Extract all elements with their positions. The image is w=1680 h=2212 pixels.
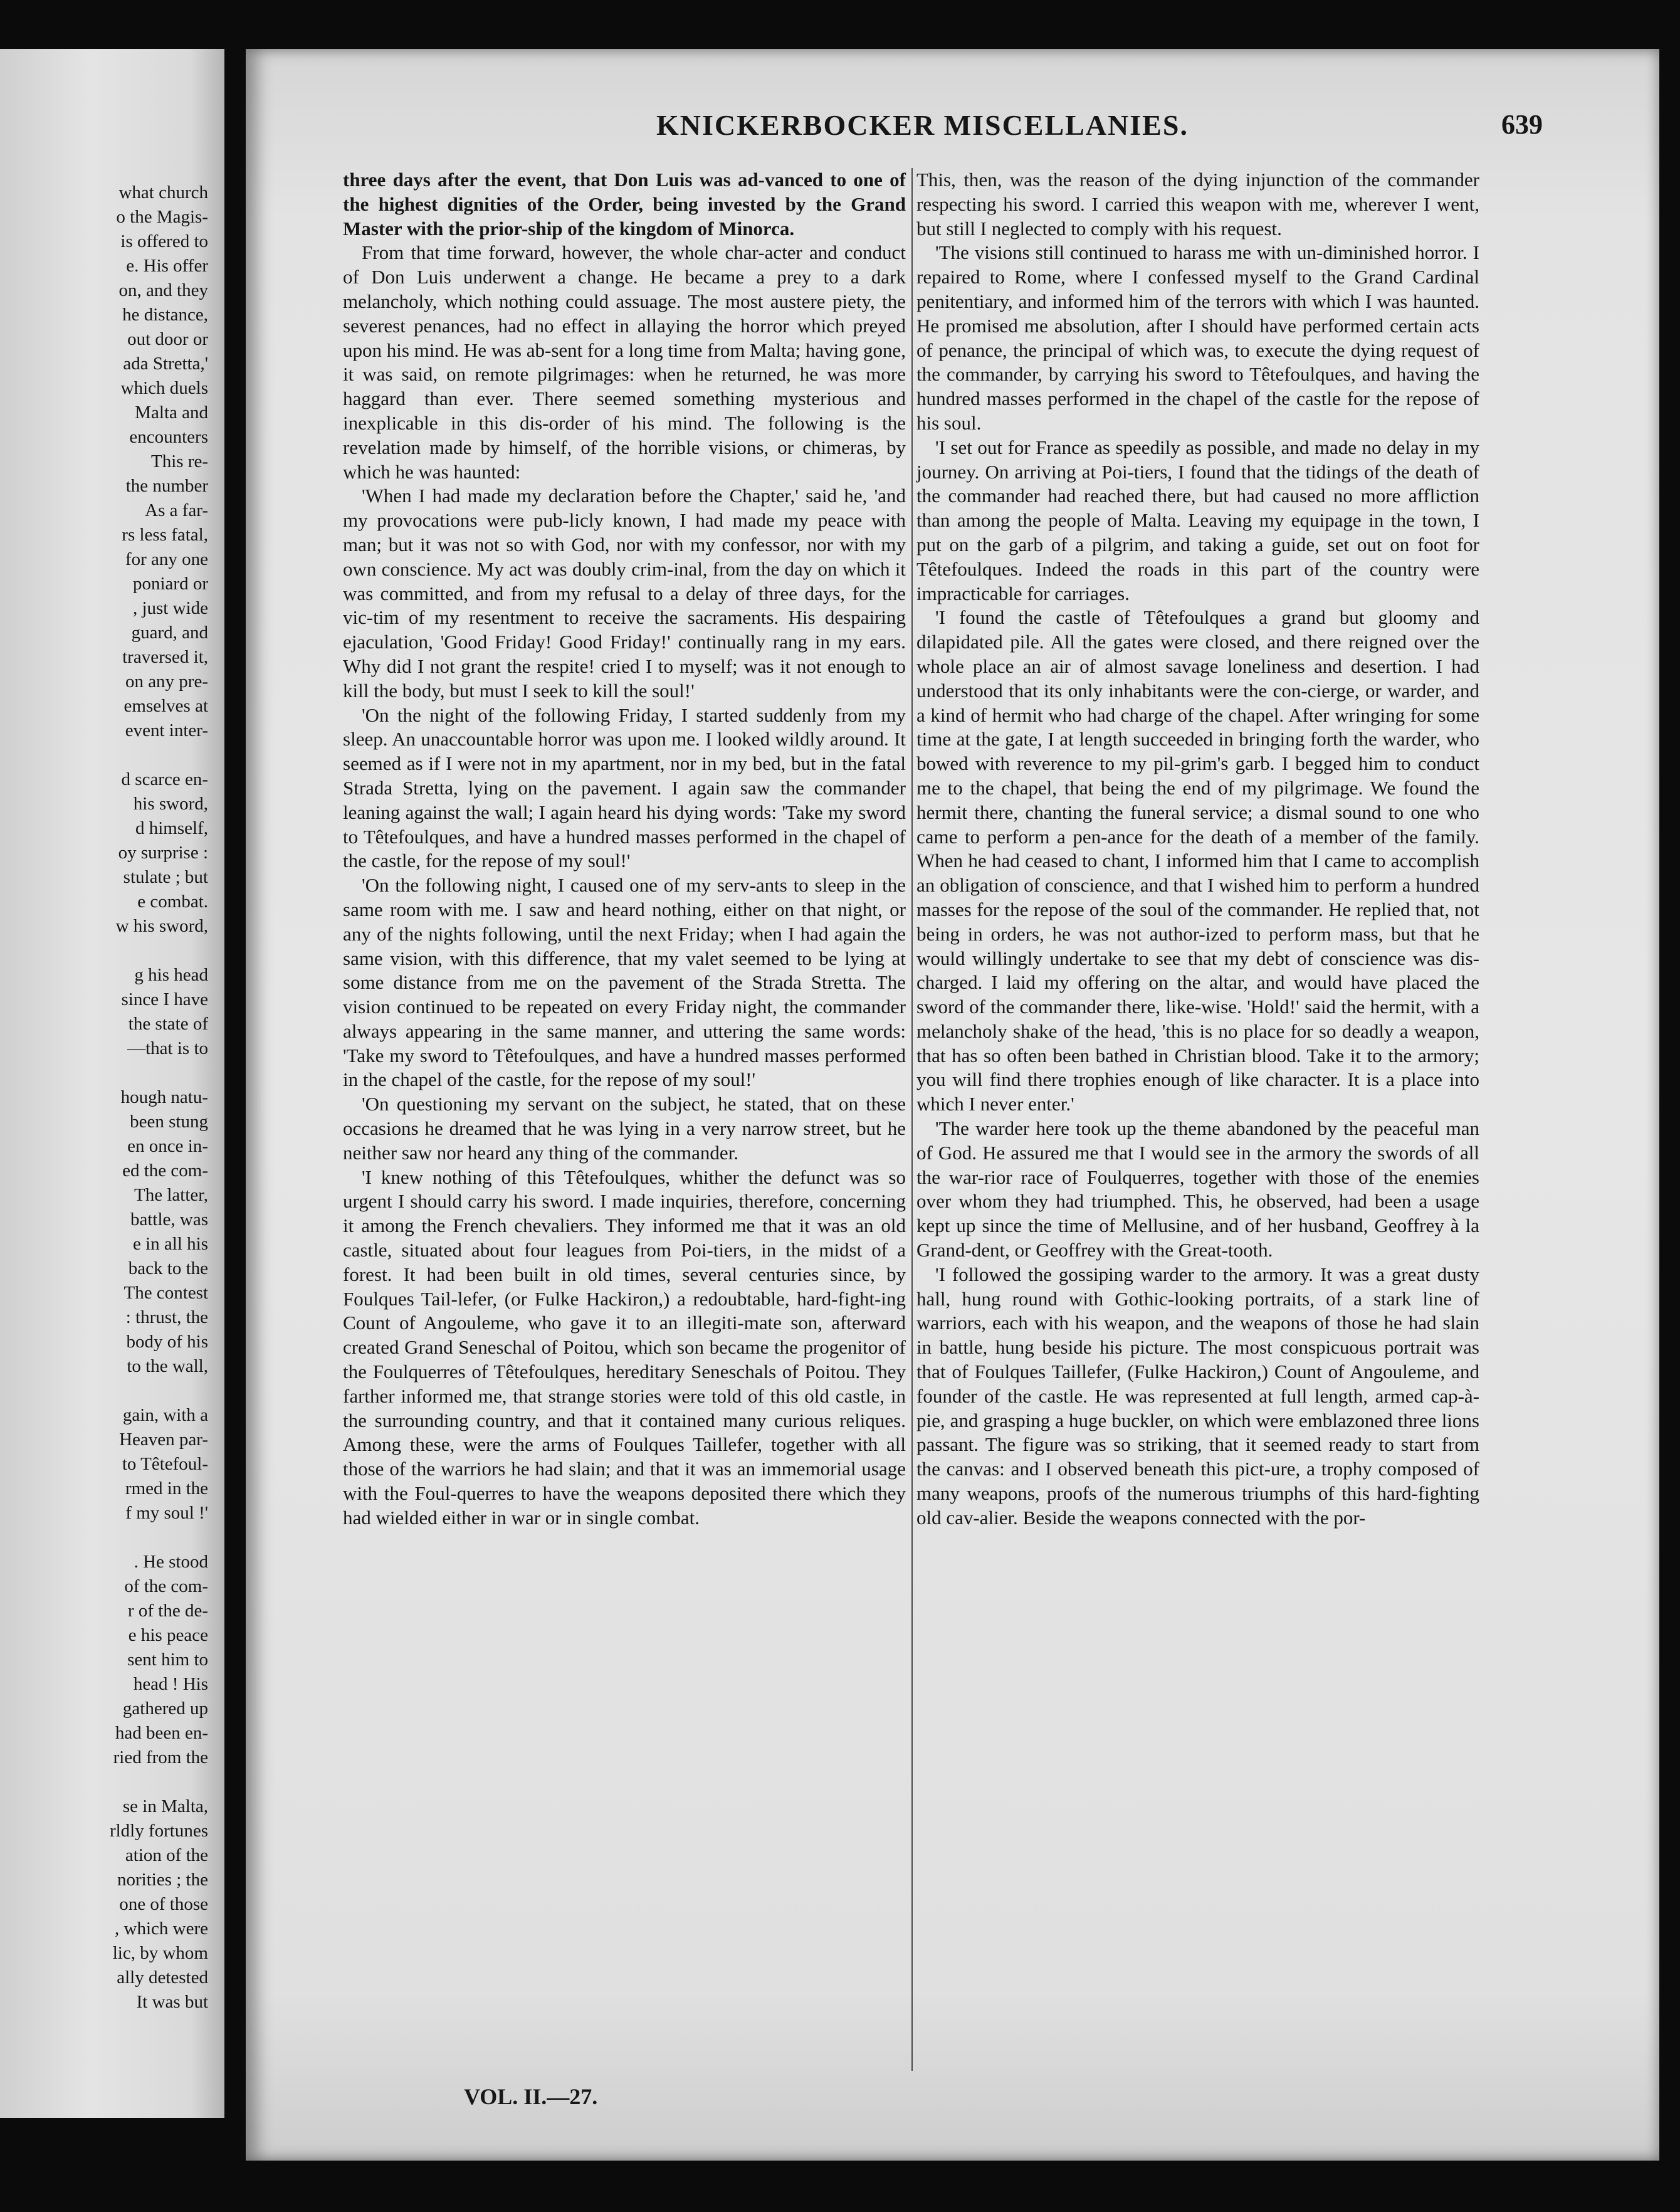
fragment-line — [0, 1061, 208, 1085]
facing-page-fragment — [0, 49, 224, 2118]
fragment-line: rldly fortunes — [109, 1821, 208, 1841]
fragment-line: his sword, — [133, 794, 208, 814]
fragment-line: gathered up — [122, 1698, 208, 1719]
fragment-line: to Têtefoul- — [122, 1454, 208, 1474]
fragment-line: poniard or — [133, 574, 208, 594]
fragment-line: It was but — [136, 1992, 208, 2012]
fragment-line — [0, 743, 208, 767]
fragment-line: This re- — [151, 451, 208, 471]
fragment-line: guard, and — [131, 623, 208, 643]
fragment-line: been stung — [130, 1112, 208, 1132]
paragraph: 'I knew nothing of this Têtefoulques, whither the defunct was so urgent I should carry his sword. I made inquiries, therefore, concerning it among the French chevaliers. They informed me that it was an old castle, situated about four leagues from Poi-tiers, in the midst of a forest. It had been built in old times, several centuries since, by Foulques Tail-lefer, (or Fulke Hackiron,) a redoubtable, hard-fight-ing Count of Angouleme, who gave it to an illegiti-mate son, afterward created Grand Seneschal of Poitou, which son became the progenitor of the Foulquerres of Têtefoulques, hereditary Seneschals of Poitou. They farther informed me, that strange stories were told of this old castle, in the surrounding country, and that it contained many curious reliques. Among these, were the arms of Foulques Taillefer, together with all those of the warriors he had slain; and that it was an immemorial usage with the Foul-querres to have the weapons deposited there which they had wielded either in war or in single combat. — [343, 1166, 906, 1529]
paragraph: 'When I had made my declaration before the Chapter,' said he, 'and my provocations were pub-licly known, I had made my peace with man; but it was not so with God, nor with my confessor, nor with my own conscience. My act was doubly crim-inal, from the day on which it was committed, and from my refusal to a delay of three days, for the vic-tim of my resentment to receive the sacraments. His despairing ejaculation, 'Good Friday! Good Friday!' continually rang in my ears. Why did I not grant the respite! cried I to myself; was it not enough to kill the body, but must I seek to kill the soul!' — [343, 485, 906, 702]
paragraph: From that time forward, however, the whole char-acter and conduct of Don Luis underwent a change. He became a prey to a dark melancholy, which nothing could assuage. The most austere piety, the severest penances, had no effect in allaying the horror which preyed upon his mind. He was ab-sent for a long time from Malta; having gone, it was said, on remote pilgrimages: when he returned, he was more haggard than ever. There seemed something mysterious and inexplicable in this dis-order of his mind. The following is the revelation made by himself, of the horrible visions, or chimeras, by which he was haunted: — [343, 241, 906, 483]
fragment-line: ada Stretta,' — [123, 354, 208, 374]
signature-mark: VOL. II.—27. — [464, 2084, 598, 2109]
fragment-line: battle, was — [130, 1209, 208, 1230]
fragment-line: : thrust, the — [125, 1307, 208, 1327]
fragment-line: e his peace — [128, 1625, 208, 1645]
paragraph: 'On the night of the following Friday, I started suddenly from my sleep. An unaccountable horror was upon me. I looked wildly around. It seemed as if I were not in my apartment, nor in my bed, but in the fatal Strada Stretta, lying on the pavement. I again saw the commander leaning against the wall; I again heard his dying words: 'Take my sword to Têtefoulques, and have a hundred masses performed in the chapel of the castle, for the repose of my soul!' — [343, 703, 906, 872]
fragment-line: , just wide — [132, 598, 208, 618]
fragment-line: rmed in the — [125, 1478, 208, 1498]
fragment-line: d scarce en- — [121, 769, 208, 789]
column-rule — [911, 168, 913, 2071]
fragment-line: he distance, — [122, 305, 208, 325]
fragment-line: lic, by whom — [112, 1943, 208, 1963]
fragment-line: to the wall, — [127, 1356, 208, 1376]
paragraph: 'I followed the gossiping warder to the armory. It was a great dusty hall, hung round with Gothic-looking portraits, of a stark line of warriors, each with his weapon, and the weapons of those he had slain in battle, hung beside his picture. The most conspicuous portrait was that of Foulques Taillefer, (Fulke Hackiron,) Count of Angouleme, and founder of the castle. He was represented at full length, armed cap-à-pie, and grasping a huge buckler, on which were emblazoned three lions passant. The figure was so striking, that it seemed ready to start from the canvas: and I observed beneath this pict-ure, a trophy composed of many weapons, proofs of the numerous triumphs of this hard-fighting old cav-alier. Beside the weapons connected with the por- — [916, 1263, 1479, 1529]
fragment-line: d himself, — [135, 818, 208, 838]
fragment-line: the number — [125, 476, 208, 496]
fragment-line: w his sword, — [115, 916, 208, 936]
fragment-line: f my soul !' — [125, 1503, 208, 1523]
fragment-line: e. His offer — [126, 256, 208, 276]
book-page — [246, 49, 1659, 2161]
fragment-line: The latter, — [134, 1185, 208, 1205]
fragment-line: en once in- — [127, 1136, 208, 1156]
fragment-line: is offered to — [120, 231, 208, 251]
fragment-line: e combat. — [137, 892, 208, 912]
paragraph: 'On questioning my servant on the subject, he stated, that on these occasions he dreamed that he was lying in a very narrow street, but he neither saw nor heard any thing of the commander. — [343, 1093, 906, 1164]
fragment-line: out door or — [127, 329, 208, 349]
fragment-line: back to the — [128, 1258, 208, 1278]
paragraph: 'The visions still continued to harass me with un-diminished horror. I repaired to Rome, where I confessed myself to the Grand Cardinal penitentiary, and informed him of the terrors with which I was haunted. He promised me absolution, after I should have performed certain acts of penance, the principal of which was, to execute the dying request of the commander, by carrying his sword to Têtefoulques, and having the hundred masses performed in the chapel of the castle for the repose of his soul. — [916, 241, 1479, 434]
text-column-right — [916, 168, 1479, 1530]
fragment-line: encounters — [129, 427, 208, 447]
fragment-line: ed the com- — [122, 1161, 208, 1181]
fragment-line: o the Magis- — [116, 207, 208, 227]
fragment-line — [0, 1770, 208, 1794]
fragment-line: oy surprise : — [118, 843, 208, 863]
fragment-line: stulate ; but — [123, 867, 208, 887]
fragment-line: had been en- — [115, 1723, 208, 1743]
fragment-line: body of his — [126, 1332, 208, 1352]
fragment-line — [0, 1379, 208, 1403]
fragment-line: traversed it, — [122, 647, 208, 667]
fragment-line: the state of — [128, 1014, 208, 1034]
fragment-line: As a far- — [145, 500, 208, 520]
page-number: 639 — [1501, 109, 1543, 140]
fragment-line: g his head — [134, 965, 208, 985]
fragment-line: —that is to — [127, 1038, 208, 1058]
fragment-line: Malta and — [135, 403, 208, 423]
fragment-line: The contest — [123, 1283, 208, 1303]
paragraph: 'On the following night, I caused one of my serv-ants to sleep in the same room with me. I saw and heard nothing, either on that night, or any of the nights following, until the next Friday; when I had again the same vision, with this difference, that my valet seemed to be lying at some distance from me on the pavement of the Strada Stretta. The vision continued to be repeated on every Friday night, the commander always appearing in the same manner, and uttering the same words: 'Take my sword to Têtefoulques, and have a hundred masses performed in the chapel of the castle, for the repose of my soul!' — [343, 874, 906, 1091]
fragment-line: ried from the — [113, 1747, 208, 1767]
paragraph: This, then, was the reason of the dying injunction of the commander respecting his sword. I carried this weapon with me, wherever I went, but still I neglected to comply with his request. — [916, 169, 1479, 240]
fragment-line: on any pre- — [125, 672, 208, 692]
fragment-line: se in Malta, — [122, 1796, 208, 1816]
paragraph: 'The warder here took up the theme abandoned by the peaceful man of God. He assured me that I would see in the armory the swords of all the war-rior race of Foulquerres, together with those of the enemies over whom they had triumphed. This, he observed, had been a usage kept up since the time of Mellusine, and of her husband, Geoffrey à la Grand-dent, or Geoffrey with the Great-tooth. — [916, 1117, 1479, 1261]
paragraph: 'I found the castle of Têtefoulques a grand but gloomy and dilapidated pile. All the gates were closed, and there reigned over the whole place an air of almost savage loneliness and desertion. I had understood that its only inhabitants were the con-cierge, or warder, and a kind of hermit who had charge of the chapel. After wringing for some time at the gate, I at length succeeded in bringing forth the warder, who bowed with reverence to my pil-grim's garb. I begged him to conduct me to the chapel, that being the end of my pilgrimage. We found the hermit there, chanting the funeral service; a dismal sound to one who came to perform a pen-ance for the death of a member of the family. When he had ceased to chant, I informed him that I came to accomplish an obligation of conscience, and that I wished him to perform a hundred masses for the repose of the soul of the commander. He replied that, not being in orders, he was not author-ized to perform mass, but that he would willingly undertake to see that my debt of conscience was dis-charged. I laid my offering on the altar, and would have placed the sword of the commander there, like-wise. 'Hold!' said the hermit, with a melancholy shake of the head, 'this is no place for so deadly a weapon, that has so often been bathed in Christian blood. Take it to the armory; you will find there trophies enough of like character. It is a place into which I never enter.' — [916, 606, 1479, 1115]
fragment-line: what church — [118, 182, 208, 203]
paragraph: three days after the event, that Don Luis was ad-vanced to one of the highest dignities of the Order, being invested by the Grand Master with the prior-ship of the kingdom of Minorca. — [343, 169, 906, 240]
fragment-line: ation of the — [125, 1845, 208, 1865]
fragment-line: e in all his — [132, 1234, 208, 1254]
fragment-line: which duels — [120, 378, 208, 398]
fragment-line: on, and they — [118, 280, 208, 300]
fragment-line: of the com- — [124, 1576, 208, 1596]
fragment-line — [0, 939, 208, 963]
fragment-line: since I have — [121, 989, 208, 1009]
fragment-line: for any one — [125, 549, 208, 569]
text-column-left — [343, 168, 906, 1530]
fragment-line — [0, 1525, 208, 1550]
fragment-line: . He stood — [134, 1552, 208, 1572]
paragraph: 'I set out for France as speedily as possible, and made no delay in my journey. On arriving at Poi-tiers, I found that the tidings of the death of the commander had reached there, but had caused no more affliction than among the people of Malta. Leaving my equipage in the town, I put on the garb of a pilgrim, and taking a guide, set out on foot for Têtefoulques. Indeed the roads in this part of the country were impracticable for carriages. — [916, 436, 1479, 604]
fragment-line: norities ; the — [117, 1870, 208, 1890]
fragment-line: sent him to — [127, 1650, 208, 1670]
fragment-line: gain, with a — [122, 1405, 208, 1425]
fragment-line: event inter- — [125, 720, 208, 740]
fragment-line: head ! His — [133, 1674, 208, 1694]
fragment-line: r of the de- — [127, 1601, 208, 1621]
fragment-line: hough natu- — [120, 1087, 208, 1107]
fragment-line: ally detested — [117, 1967, 208, 1988]
facing-page-lines — [0, 181, 208, 2014]
running-title: KNICKERBOCKER MISCELLANIES. — [656, 109, 1189, 141]
fragment-line: rs less fatal, — [122, 525, 208, 545]
fragment-line: , which were — [115, 1919, 208, 1939]
fragment-line: Heaven par- — [119, 1430, 208, 1450]
fragment-line: emselves at — [123, 696, 208, 716]
fragment-line: one of those — [119, 1894, 208, 1914]
